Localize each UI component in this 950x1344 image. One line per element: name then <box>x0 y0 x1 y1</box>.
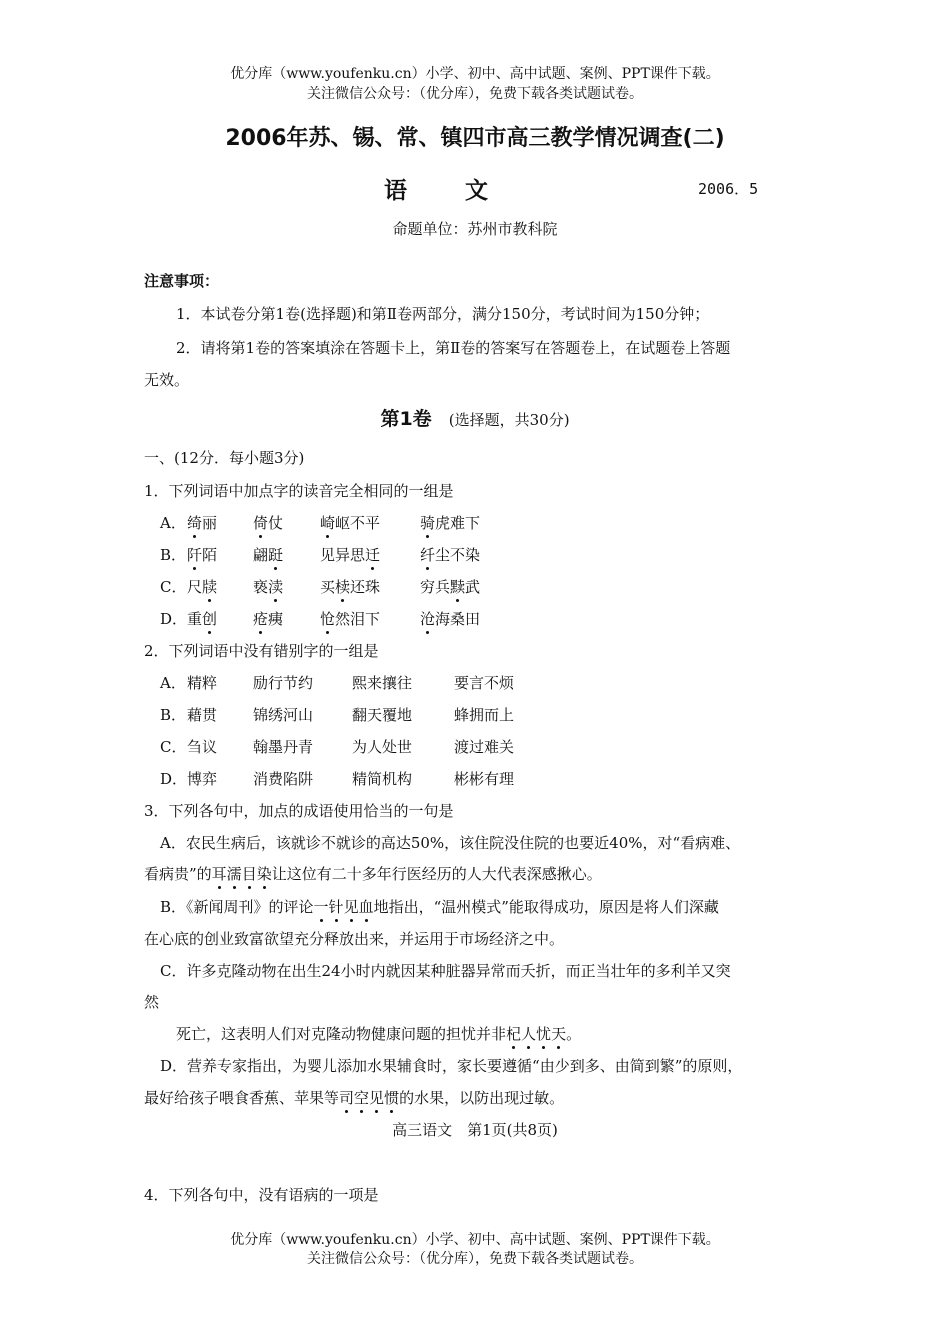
dotted-idiom: 杞人忧天 <box>506 1025 567 1043</box>
site-footer-line1: 优分库（www.youfenku.cn）小学、初中、高中试题、案例、PPT课件下载。 <box>230 1232 720 1248</box>
volume-title: 第1卷 <box>380 408 432 430</box>
option-word: 熙来攘往 <box>352 674 413 692</box>
option-label: D． <box>160 770 188 788</box>
option-word: 消费陷阱 <box>253 770 314 788</box>
option-word: 穷兵黩武 <box>420 578 481 596</box>
option-word: 藉贯 <box>187 706 218 724</box>
option-label: A． <box>160 514 186 532</box>
dotted-idiom: 司空见惯 <box>339 1089 400 1107</box>
option-word: 刍议 <box>187 738 218 756</box>
q3-option-c-line1: C．许多克隆动物在出生24小时内就因某种脏器异常而夭折，而正当壮年的多利羊又突 <box>160 962 731 980</box>
option-word: 翰墨丹青 <box>253 738 314 756</box>
q3-option-a-line1: A．农民生病后，该就诊不就诊的高达50%，该住院没住院的也要近40%，对“看病难、 <box>160 834 741 852</box>
notice-item-2-cont: 无效。 <box>144 371 190 389</box>
exam-date: 2006．5 <box>698 180 759 198</box>
volume-heading <box>0 404 950 431</box>
text-segment: 地指出，“温州模式”能取得成功，原因是将人们深藏 <box>373 898 719 916</box>
option-word: 渡过难关 <box>454 738 515 756</box>
site-footer-line2: 关注微信公众号：（优分库），免费下载各类试题试卷。 <box>307 1251 643 1267</box>
notice-item-2: 2．请将第1卷的答案填涂在答题卡上，第Ⅱ卷的答案写在答题卷上，在试题卷上答题 <box>176 339 731 357</box>
option-word: 疮痍 <box>253 610 284 628</box>
option-word: 为人处世 <box>352 738 413 756</box>
option-word: 沧海桑田 <box>420 610 481 628</box>
option-word: 重创 <box>187 610 218 628</box>
q3-option-b-line2: 在心底的创业致富欲望充分释放出来，并运用于市场经济之中。 <box>144 930 565 948</box>
option-word: 绮丽 <box>187 514 218 532</box>
q3-option-b-line1 <box>160 896 719 917</box>
q3-stem: 3．下列各句中，加点的成语使用恰当的一句是 <box>144 802 454 820</box>
text-segment: 让这位有二十多年行医经历的人大代表深感揪心。 <box>271 865 602 883</box>
q2-stem: 2．下列词语中没有错别字的一组是 <box>144 642 379 660</box>
option-word: 买椟还珠 <box>320 578 381 596</box>
subject-title: 语文 <box>384 178 546 204</box>
author-line: 命题单位：苏州市教科院 <box>392 220 558 238</box>
option-label: B． <box>160 706 187 724</box>
option-word: 怆然泪下 <box>320 610 381 628</box>
option-word: 阡陌 <box>187 546 218 564</box>
dotted-idiom: 一针见血 <box>313 898 374 916</box>
option-word: 彬彬有理 <box>454 770 515 788</box>
page-footer: 高三语文 第1页(共8页) <box>392 1121 558 1139</box>
text-segment: 看病贵”的 <box>144 865 212 883</box>
option-word: 翻天覆地 <box>352 706 413 724</box>
q3-option-d-line2 <box>144 1087 564 1108</box>
option-word: 亵渎 <box>253 578 284 596</box>
site-header-line1: 优分库（www.youfenku.cn）小学、初中、高中试题、案例、PPT课件下载。 <box>230 66 720 82</box>
q3-option-c-line2: 然 <box>144 993 160 1011</box>
text-segment: 死亡，这表明人们对克隆动物健康问题的担忧并非 <box>176 1025 507 1043</box>
option-label: B． <box>160 546 187 564</box>
option-label: C． <box>160 738 187 756</box>
option-word: 博弈 <box>187 770 218 788</box>
q4-stem: 4．下列各句中，没有语病的一项是 <box>144 1186 379 1204</box>
text-segment: B．《新闻周刊》的评论 <box>160 898 314 916</box>
text-segment: 。 <box>566 1025 582 1043</box>
q1-stem: 1．下列词语中加点字的读音完全相同的一组是 <box>144 482 454 500</box>
option-word: 翩跹 <box>253 546 284 564</box>
q3-option-a-line2 <box>144 863 602 884</box>
q3-option-d-line1: D．营养专家指出，为婴儿添加水果辅食时，家长要遵循“由少到多、由简到繁”的原则， <box>160 1057 743 1075</box>
option-word: 尺牍 <box>187 578 218 596</box>
option-word: 锦绣河山 <box>253 706 314 724</box>
option-word: 要言不烦 <box>454 674 515 692</box>
option-word: 精粹 <box>187 674 218 692</box>
text-segment: 最好给孩子喂食香蕉、苹果等 <box>144 1089 340 1107</box>
notice-heading: 注意事项： <box>144 272 220 290</box>
option-word: 骑虎难下 <box>420 514 481 532</box>
option-word: 纤尘不染 <box>420 546 481 564</box>
dotted-idiom: 耳濡目染 <box>211 865 272 883</box>
option-label: A． <box>160 674 186 692</box>
volume-subtitle: (选择题，共30分) <box>448 411 570 429</box>
option-word: 倚仗 <box>253 514 284 532</box>
notice-item-1: 1．本试卷分第1卷(选择题)和第Ⅱ卷两部分，满分150分，考试时间为150分钟； <box>176 305 710 323</box>
text-segment: 的水果，以防出现过敏。 <box>399 1089 565 1107</box>
site-header-line2: 关注微信公众号：（优分库），免费下载各类试题试卷。 <box>307 86 643 102</box>
q3-option-c-line3 <box>176 1023 581 1044</box>
section-heading: 一、(12分．每小题3分) <box>144 449 305 467</box>
exam-title: 2006年苏、锡、常、镇四市高三教学情况调查(二) <box>225 126 725 151</box>
option-word: 蜂拥而上 <box>454 706 515 724</box>
option-word: 崎岖不平 <box>320 514 381 532</box>
option-word: 精简机构 <box>352 770 413 788</box>
option-word: 见异思迁 <box>320 546 381 564</box>
option-word: 励行节约 <box>253 674 314 692</box>
option-label: D． <box>160 610 188 628</box>
option-label: C． <box>160 578 187 596</box>
